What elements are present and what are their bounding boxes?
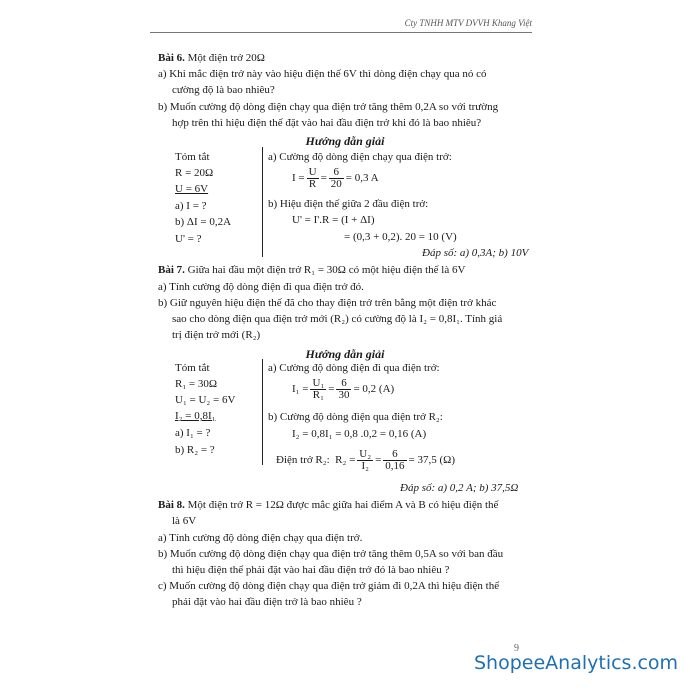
summary-line: U = 6V	[175, 183, 209, 195]
exercise-8-part-a: a) Tính cường độ dòng điện chạy qua điện trở.	[158, 532, 363, 544]
exercise-6-title: Bài 6. Một điện trở 20Ω	[158, 52, 265, 64]
solution-a-text: a) Cường độ dòng điện chạy qua điện trở:	[268, 151, 452, 163]
exercise-7-part-b: b) Giữ nguyên hiệu điện thế đã cho thay điện trở trên bằng một điện trở khác	[158, 297, 497, 309]
solution-a-formula: I = $\frac{U}{R}$ = $\frac{6}{20}$ = 0,3 A	[292, 165, 379, 190]
page-number: 9	[514, 643, 519, 654]
summary-line: I₂ = 0,8I₁	[175, 410, 216, 422]
watermark: ShopeeAnalytics.com	[474, 652, 679, 674]
exercise-6-solution-heading: Hướng dẫn giải	[305, 134, 385, 148]
summary-line: a) I = ?	[175, 200, 207, 212]
exercise-8-title: Bài 8. Một điện trở R = 12Ω được mắc giữa hai điểm A và B có hiệu điện thế	[158, 499, 499, 511]
summary-line: U' = ?	[175, 233, 202, 245]
solution-b-text: b) Hiệu điện thế giữa 2 đầu điện trở:	[268, 198, 429, 210]
exercise-7-title: Bài 7. Giữa hai đầu một điện trở R₁ = 30Ω có một hiệu điện thế là 6V	[158, 264, 466, 276]
solution-b-formula: Điện trở R₂: R₂ = $\frac{\text{U₂}}{\text{I₂}}$ = $\frac{6}{0,16}$ = 37,5 (Ω)	[276, 447, 456, 472]
exercise-7-answer: Đáp số: a) 0,2 A; b) 37,5Ω	[400, 482, 519, 494]
header-rule	[150, 32, 532, 33]
exercise-8-title-cont: là 6V	[172, 515, 197, 527]
summary-line: Tóm tắt	[175, 362, 210, 374]
exercise-6-answer: Đáp số: a) 0,3A; b) 10V	[422, 247, 529, 259]
summary-divider	[262, 359, 263, 465]
exercise-8-part-c-cont: phải đặt vào hai đầu điện trở là bao nhiêu ?	[172, 596, 362, 608]
solution-b-line-2: = (0,3 + 0,2). 20 = 10 (V)	[344, 231, 457, 243]
summary-line: R₁ = 30Ω	[175, 378, 218, 390]
solution-a-formula: I₁ = $\frac{\text{U₁}}{\text{R₁}}$ = $\frac{6}{30}$ = 0,2 (A)	[292, 376, 395, 401]
summary-line: b) ΔI = 0,2A	[175, 216, 232, 228]
exercise-6-part-a-cont: cường độ là bao nhiêu?	[172, 84, 275, 96]
exercise-7-part-a: a) Tính cường độ dòng điện đi qua điện trở đó.	[158, 281, 364, 293]
exercise-7-part-b-cont: sao cho dòng điện qua điện trở mới (R₂) có cường độ là I₂ = 0,8I₁. Tính giá	[172, 313, 503, 325]
solution-b-line-1: U' = I'.R = (I + ΔI)	[292, 214, 375, 226]
summary-line: a) I₁ = ?	[175, 427, 211, 439]
exercise-8-part-b-cont: thì hiệu điện thế phải đặt vào hai đầu điện trở đó là bao nhiêu ?	[172, 564, 450, 576]
exercise-8-part-c: c) Muốn cường độ dòng điện chạy qua điện trở giảm đi 0,2A thì hiệu điện thế	[158, 580, 500, 592]
exercise-6-part-b-cont: hợp trên thì hiệu điện thế đặt vào hai đầu điện trở khi đó là bao nhiêu?	[172, 117, 482, 129]
summary-line: Tóm tắt	[175, 151, 210, 163]
solution-b-line-1: I₂ = 0,8I₁ = 0,8 .0,2 = 0,16 (A)	[292, 428, 427, 440]
exercise-6-part-b: b) Muốn cường độ dòng điện chạy qua điện trở tăng thêm 0,2A so với trường	[158, 101, 499, 113]
summary-line: U₁ = U₂ = 6V	[175, 394, 236, 406]
running-header: Cty TNHH MTV DVVH Khang Việt	[404, 18, 532, 28]
exercise-7-solution-heading: Hướng dẫn giải	[305, 347, 385, 361]
summary-line: R = 20Ω	[175, 167, 214, 179]
solution-b-text: b) Cường độ dòng điện qua điện trở R₂:	[268, 411, 443, 423]
solution-a-text: a) Cường độ dòng điện đi qua điện trở:	[268, 362, 440, 374]
exercise-7-part-b-cont: trị điện trở mới (R₂)	[172, 329, 261, 341]
exercise-8-part-b: b) Muốn cường độ dòng điện chạy qua điện trở tăng thêm 0,5A so với ban đầu	[158, 548, 504, 560]
exercise-6-part-a: a) Khi mắc điện trở này vào hiệu điện thế 6V thì dòng điện chạy qua nó có	[158, 68, 487, 80]
summary-line: b) R₂ = ?	[175, 444, 215, 456]
summary-divider	[262, 147, 263, 257]
